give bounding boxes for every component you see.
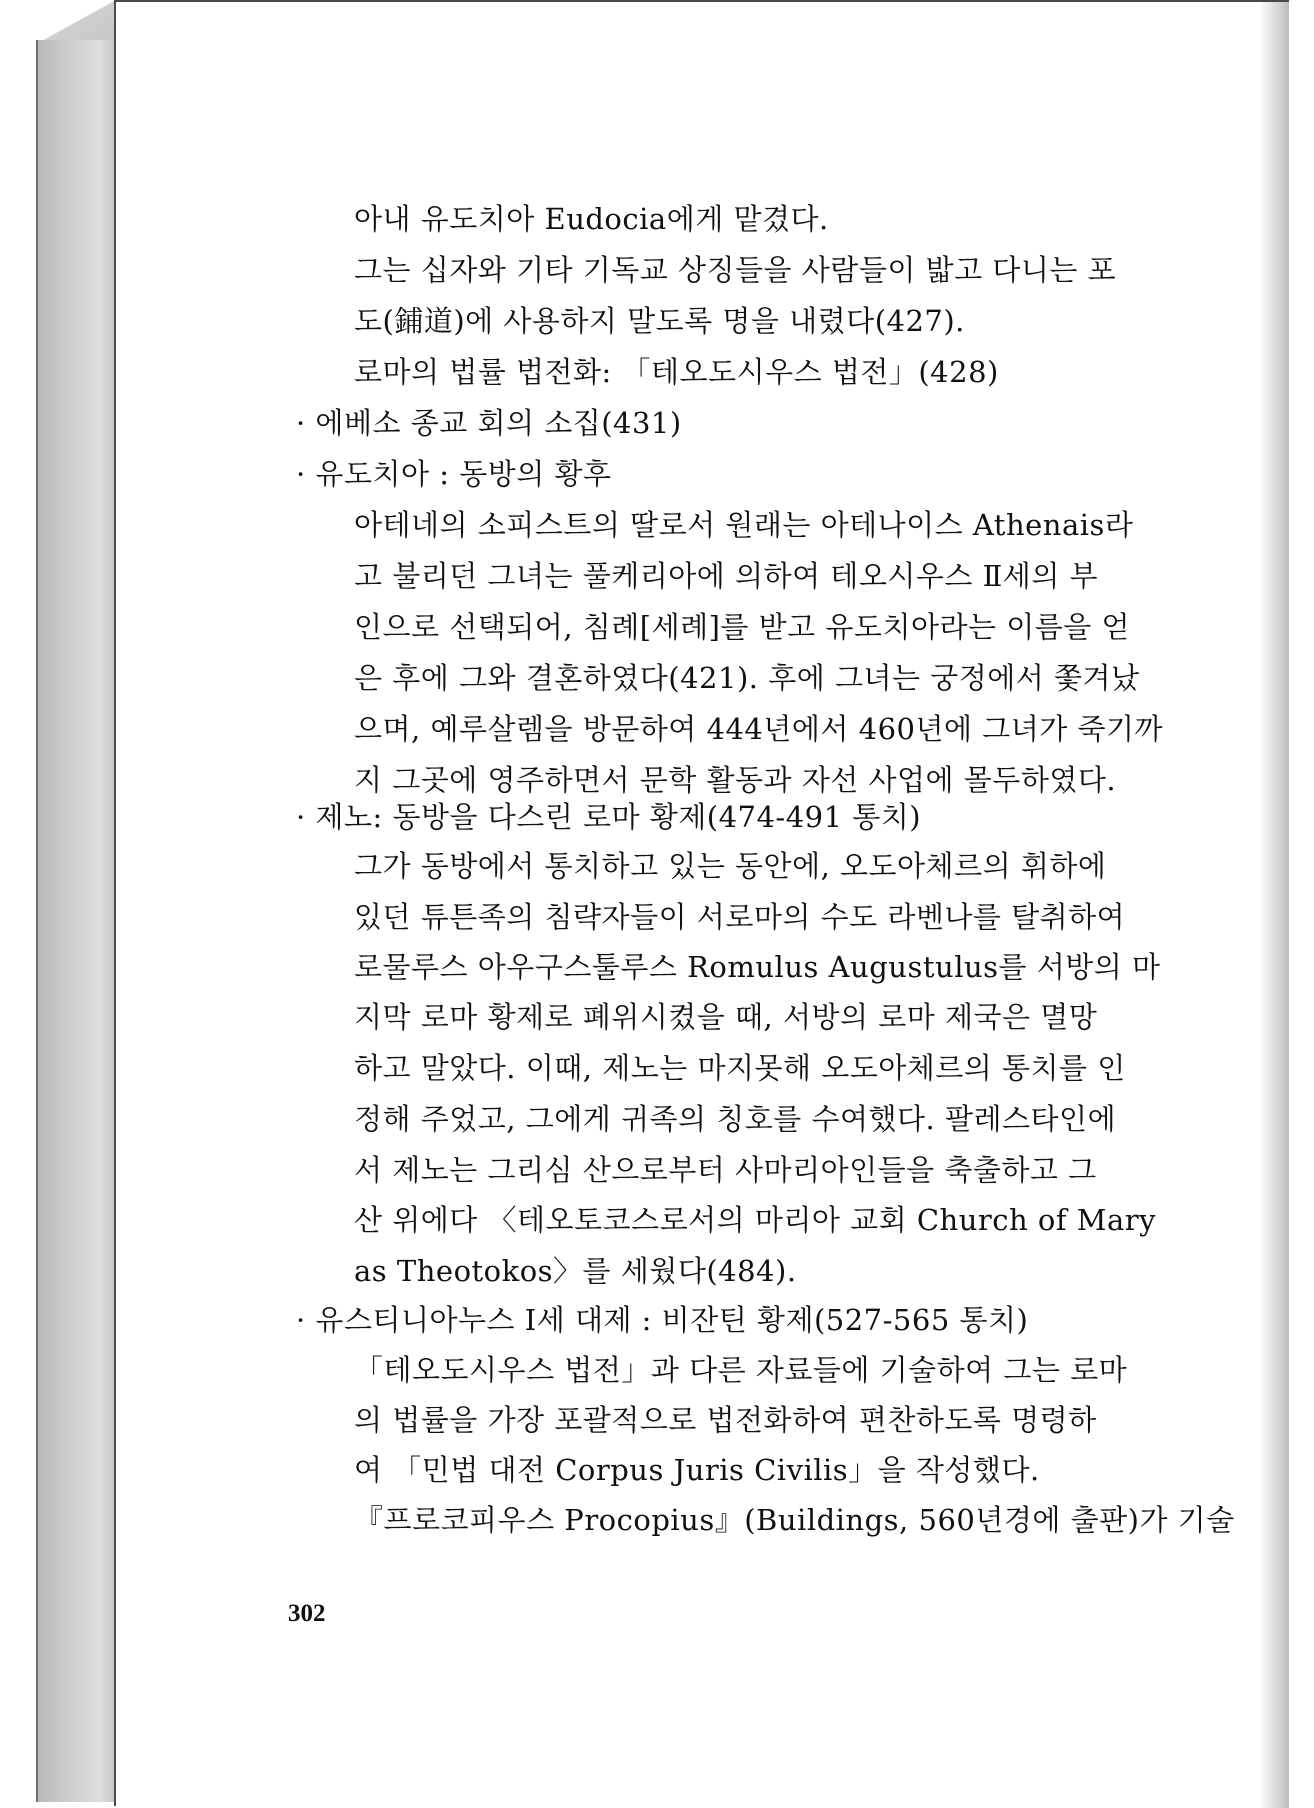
text-line: 의 법률을 가장 포괄적으로 법전화하여 편찬하도록 명령하 [354, 1403, 1097, 1437]
text-line: 하고 말았다. 이때, 제노는 마지못해 오도아체르의 통치를 인 [354, 1051, 1126, 1085]
text-line: 지 그곳에 영주하면서 문학 활동과 자선 사업에 몰두하였다. [354, 763, 1117, 797]
page-edge-shadow [1259, 2, 1289, 1808]
text-line: 산 위에다 〈테오토코스로서의 마리아 교회 Church of Mary [354, 1203, 1157, 1237]
text-line: 지막 로마 황제로 폐위시켰을 때, 서방의 로마 제국은 멸망 [354, 1000, 1098, 1034]
text-line: 그가 동방에서 통치하고 있는 동안에, 오도아체르의 휘하에 [354, 849, 1107, 883]
text-line: 로물루스 아우구스툴루스 Romulus Augustulus를 서방의 마 [354, 950, 1161, 984]
text-line: as Theotokos〉를 세웠다(484). [354, 1254, 797, 1288]
text-line: 로마의 법률 법전화: 「테오도시우스 법전」(428) [354, 355, 999, 389]
text-line: 고 불리던 그녀는 풀케리아에 의하여 테오시우스 Ⅱ세의 부 [354, 559, 1099, 593]
text-line: 인으로 선택되어, 침례[세례]를 받고 유도치아라는 이름을 얻 [354, 610, 1130, 644]
book-spine [36, 40, 114, 1802]
text-line: 정해 주었고, 그에게 귀족의 칭호를 수여했다. 팔레스타인에 [354, 1102, 1117, 1136]
bullet-heading: · 유스티니아누스 Ⅰ세 대제 : 비잔틴 황제(527-565 통치) [296, 1303, 1029, 1337]
book-top-edge [36, 0, 116, 44]
bullet-heading: · 에베소 종교 회의 소집(431) [296, 406, 682, 440]
bullet-heading: · 유도치아 : 동방의 황후 [296, 457, 612, 491]
text-line: 「테오도시우스 법전」과 다른 자료들에 기술하여 그는 로마 [354, 1353, 1128, 1387]
text-line: 아내 유도치아 Eudocia에게 맡겼다. [354, 202, 829, 236]
text-line: 으며, 예루살렘을 방문하여 444년에서 460년에 그녀가 죽기까 [354, 712, 1164, 746]
page-number: 302 [288, 1600, 326, 1627]
text-line: 그는 십자와 기타 기독교 상징들을 사람들이 밟고 다니는 포 [354, 253, 1117, 287]
text-line: 아테네의 소피스트의 딸로서 원래는 아테나이스 Athenais라 [354, 508, 1134, 542]
text-line: 『프로코피우스 Procopius』(Buildings, 560년경에 출판)가 기술 [354, 1503, 1235, 1537]
text-line: 도(鋪道)에 사용하지 말도록 명을 내렸다(427). [354, 304, 965, 338]
bullet-heading: · 제노: 동방을 다스린 로마 황제(474-491 통치) [296, 800, 922, 834]
text-line: 있던 튜튼족의 침략자들이 서로마의 수도 라벤나를 탈취하여 [354, 900, 1126, 934]
text-line: 여 「민법 대전 Corpus Juris Civilis」을 작성했다. [354, 1453, 1040, 1487]
text-line: 은 후에 그와 결혼하였다(421). 후에 그녀는 궁정에서 쫓겨났 [354, 661, 1140, 695]
text-line: 서 제노는 그리심 산으로부터 사마리아인들을 축출하고 그 [354, 1153, 1097, 1187]
